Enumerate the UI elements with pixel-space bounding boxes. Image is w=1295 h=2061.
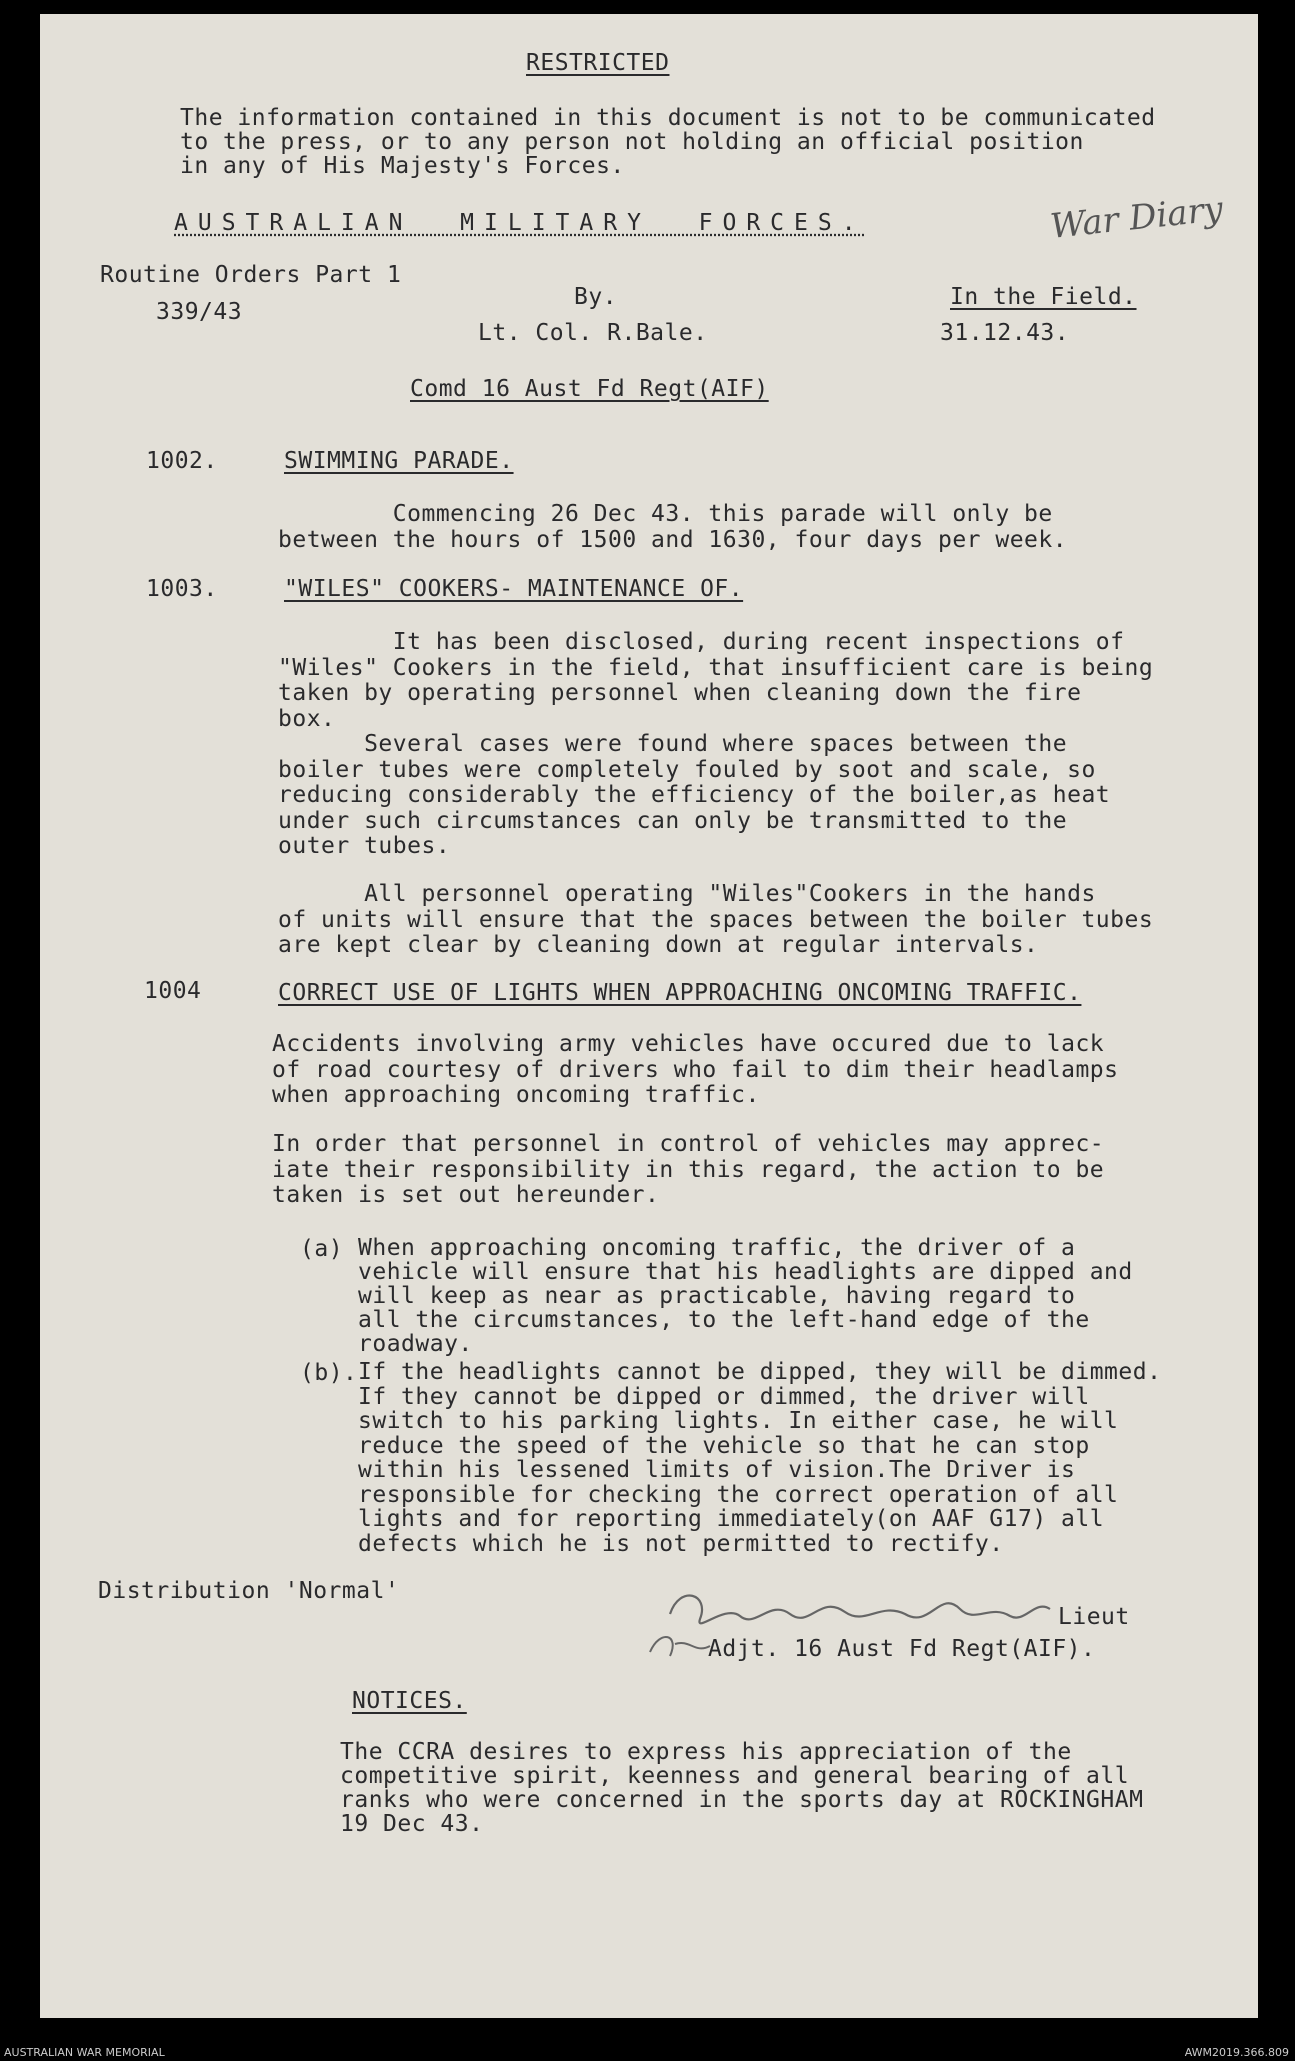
item-heading: "WILES" COOKERS- MAINTENANCE OF. (284, 576, 744, 602)
archive-reference: AWM2019.366.809 (1184, 2046, 1289, 2059)
text-line: When approaching oncoming traffic, the driver of a (358, 1235, 1076, 1261)
text-line: will keep as near as practicable, having regard to (358, 1283, 1076, 1309)
item-paragraph (272, 1132, 1104, 1209)
by-label: By. (574, 284, 618, 310)
document-page (40, 14, 1258, 2018)
text-line: boiler tubes were completely fouled by soot and scale, so (278, 756, 1096, 783)
distribution: Distribution 'Normal' (98, 1578, 400, 1604)
text-line: taken is set out hereunder. (272, 1182, 660, 1208)
text-line: roadway. (358, 1331, 473, 1357)
restricted-heading: RESTRICTED (526, 50, 670, 76)
item-paragraph (272, 1032, 1118, 1109)
item-heading: CORRECT USE OF LIGHTS WHEN APPROACHING ONCOMING TRAFFIC. (278, 980, 1082, 1006)
signatory-appointment: Adjt. 16 Aust Fd Regt(AIF). (708, 1636, 1096, 1662)
text-line: In order that personnel in control of vehicles may apprec- (272, 1131, 1105, 1157)
text-line: 19 Dec 43. (340, 1811, 484, 1837)
text-line: defects which he is not permitted to rectify. (358, 1530, 1004, 1557)
text-line: The CCRA desires to express his appreciation of the (340, 1739, 1072, 1765)
sub-item-label: (a) (300, 1236, 344, 1262)
item-paragraph (278, 502, 1067, 553)
item-number: 1004 (144, 978, 202, 1004)
forces-title: AUSTRALIAN MILITARY FORCES. (174, 210, 866, 236)
text-line: Accidents involving army vehicles have occured due to lack (272, 1031, 1105, 1057)
text-line: between the hours of 1500 and 1630, four days per week. (278, 526, 1068, 553)
text-line: all the circumstances, to the left-hand edge of the (358, 1307, 1090, 1333)
item-paragraph (278, 630, 1153, 732)
text-line: competitive spirit, keenness and general bearing of all (340, 1763, 1130, 1789)
notice-line: in any of His Majesty's Forces. (180, 153, 625, 179)
sub-item-text (358, 1236, 1133, 1356)
signatory-rank: Lieut (1058, 1604, 1130, 1630)
text-line: Commencing 26 Dec 43. this parade will only be (278, 501, 1053, 527)
text-line: box. (278, 705, 336, 732)
text-line: "Wiles" Cookers in the field, that insufficient care is being (278, 654, 1154, 681)
item-paragraph (278, 882, 1153, 959)
text-line: switch to his parking lights. In either case, he will (358, 1408, 1119, 1434)
notice-line: to the press, or to any person not holding an official position (180, 129, 1084, 155)
text-line: responsible for checking the correct operation of all (358, 1481, 1119, 1508)
text-line: Several cases were found where spaces between the (278, 731, 1068, 757)
sub-item-label: (b). (300, 1360, 358, 1386)
text-line: iate their responsibility in this regard, the action to be (272, 1156, 1105, 1183)
text-line: outer tubes. (278, 833, 451, 859)
text-line: under such circumstances can only be transmitted to the (278, 807, 1068, 834)
text-line: ranks who were concerned in the sports day at ROCKINGHAM (340, 1787, 1144, 1813)
routine-orders-label: Routine Orders Part 1 (100, 262, 402, 288)
sub-item-text (358, 1360, 1161, 1556)
notice-line: The information contained in this document is not to be communicated (180, 105, 1156, 131)
text-line: within his lessened limits of vision.The Driver is (358, 1457, 1076, 1483)
item-number: 1003. (146, 576, 218, 602)
text-line: are kept clear by cleaning down at regular intervals. (278, 932, 1039, 958)
text-line: If the headlights cannot be dipped, they will be dimmed. (358, 1359, 1162, 1385)
text-line: when approaching oncoming traffic. (272, 1082, 760, 1108)
text-line: lights and for reporting immediately(on AAF G17) all (358, 1506, 1105, 1532)
security-notice (180, 106, 1156, 178)
order-number: 339/43 (156, 299, 243, 325)
text-line: of road courtesy of drivers who fail to dim their headlamps (272, 1056, 1119, 1083)
archive-credit: AUSTRALIAN WAR MEMORIAL (4, 2046, 165, 2059)
issuing-officer: Lt. Col. R.Bale. (478, 320, 708, 346)
text-line: vehicle will ensure that his headlights are dipped and (358, 1259, 1133, 1285)
item-number: 1002. (146, 448, 218, 474)
text-line: of units will ensure that the spaces between the boiler tubes (278, 906, 1154, 933)
item-heading: SWIMMING PARADE. (284, 448, 514, 474)
place: In the Field. (950, 284, 1137, 310)
text-line: reduce the speed of the vehicle so that he can stop (358, 1432, 1090, 1459)
command-line: Comd 16 Aust Fd Regt(AIF) (410, 376, 769, 402)
handwritten-war-diary: War Diary (1048, 189, 1225, 247)
item-paragraph (278, 732, 1110, 860)
text-line: taken by operating personnel when cleaning down the fire (278, 680, 1082, 706)
order-date: 31.12.43. (940, 320, 1070, 346)
text-line: If they cannot be dipped or dimmed, the driver will (358, 1383, 1090, 1410)
text-line: reducing considerably the efficiency of the boiler,as heat (278, 782, 1111, 808)
text-line: All personnel operating "Wiles"Cookers in the hands (278, 881, 1096, 907)
notices-heading: NOTICES. (352, 1688, 467, 1714)
text-line: It has been disclosed, during recent inspections of (278, 629, 1125, 655)
notices-text (340, 1740, 1143, 1836)
